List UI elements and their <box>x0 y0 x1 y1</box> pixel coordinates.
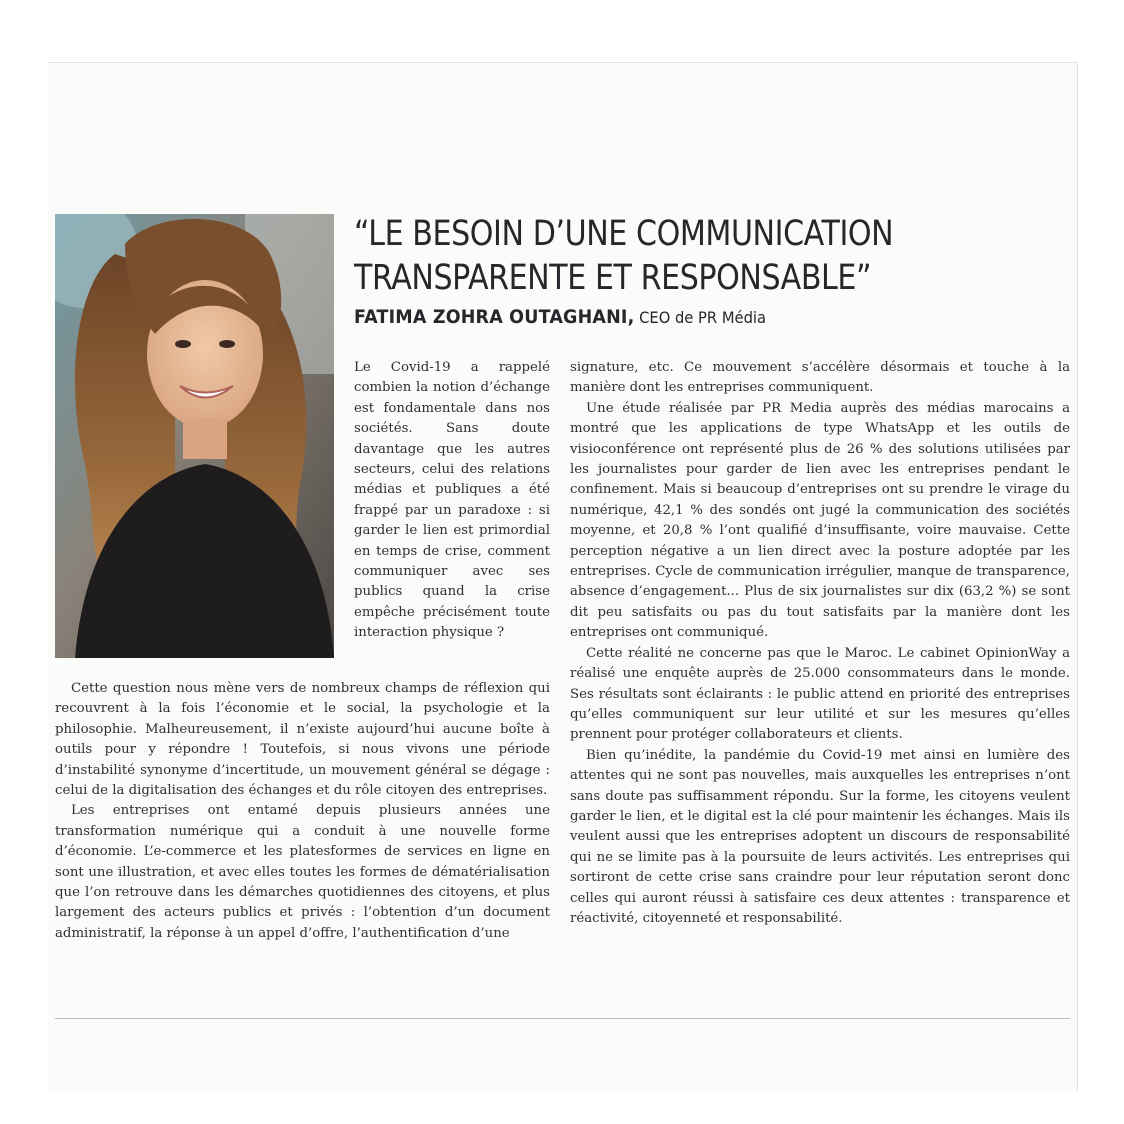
article-headline <box>354 212 973 300</box>
paragraph-2: Les entreprises ont entamé depuis plusieurs années une transformation numérique qui a conduit à une nouvelle forme d’économie. L’e-commerce et les platesformes de services en ligne en sont une illustration, et avec elles toutes les formes de dématérialisation que l’on retrouve dans les démarches quotidiennes des citoyens, et plus largement des acteurs publics et privés : l’obtention d’un document administratif, la réponse à un appel d’offre, l’authentification d’une <box>55 803 550 941</box>
headline-line-1: “LE BESOIN D’UNE COMMUNICATION <box>354 214 894 254</box>
right-column <box>570 358 1070 929</box>
intro-paragraph: Le Covid-19 a rappelé combien la notion d’échange est fondamentale dans nos sociétés. Sans doute davantage que les autres secteurs, celui des relations médias et publiques a été frappé par un paradoxe : si garder le lien est primordial en temps de crise, comment communiquer avec ses publics quand la crise empêche précisément toute interaction physique ? <box>354 360 550 641</box>
paragraph-4: Cette réalité ne concerne pas que le Maroc. Le cabinet OpinionWay a réalisé une enquête auprès de 25.000 consommateurs dans le monde. Ses résultats sont éclairants : le public attend en priorité des entreprises qu’elles communiquent sur leur utilité et sur les mesures qu’elles prennent pour protéger collaborateurs et clients. <box>570 645 1070 743</box>
headline-line-2: TRANSPARENTE ET RESPONSABLE” <box>354 258 872 298</box>
paragraph-2-continued: signature, etc. Ce mouvement s’accélère désormais et touche à la manière dont les entreprises communiquent. <box>570 360 1070 396</box>
magazine-page <box>48 62 1078 1092</box>
paragraph-1: Cette question nous mène vers de nombreux champs de réflexion qui recouvrent à la fois l’économie et le social, la psychologie et la philosophie. Malheureusement, il n’existe aujourd’hui aucune boîte à outils pour y répondre ! Toutefois, si nous vivons une période d’instabilité synonyme d’incertitude, un mouvement général se dégage : celui de la digitalisation des échanges et du rôle citoyen des entreprises. <box>55 681 550 799</box>
left-column <box>55 679 550 944</box>
intro-column <box>354 358 550 644</box>
bottom-divider <box>55 1018 1070 1019</box>
paragraph-3: Une étude réalisée par PR Media auprès des médias marocains a montré que les applications de type WhatsApp et les outils de visioconférence ont représenté plus de 26 % des solutions utilisées par les journalistes pour garder de lien avec les entreprises pendant le confinement. Mais si beaucoup d’entreprises ont su prendre le virage du numérique, 42,1 % des sondés ont jugé la communication des sociétés moyenne, et 20,8 % l’ont qualifié d’insuffisante, voire mauvaise. Cette perception négative a un lien direct avec la posture adoptée par les entreprises. Cycle de communication irrégulier, manque de transparence, absence d’engagement... Plus de six journalistes sur dix (63,2 %) se sont dit peu satisfaits ou pas du tout satisfaits par la manière dont les entreprises ont communiqué. <box>570 400 1070 641</box>
paragraph-5: Bien qu’inédite, la pandémie du Covid-19 met ainsi en lumière des attentes qui ne sont pas nouvelles, mais auxquelles les entreprises n’ont sans doute pas suffisamment répondu. Sur la forme, les citoyens veulent garder le lien, et le digital est la clé pour maintenir les échanges. Mais ils veulent aussi que les entreprises adoptent un discours de responsabilité qui ne se limite pas à la poursuite de leurs activités. Les entreprises qui sortiront de cette crise sans craindre pour leur réputation seront donc celles qui auront réussi à satisfaire ces deux attentes : transparence et réactivité, citoyenneté et responsabilité. <box>570 747 1070 926</box>
author-role: CEO de PR Média <box>634 308 767 327</box>
author-name: FATIMA ZOHRA OUTAGHANI, <box>354 306 635 328</box>
author-photo <box>55 214 334 658</box>
page-edge <box>1077 62 1078 1092</box>
top-divider <box>48 62 1078 63</box>
byline <box>354 306 766 328</box>
